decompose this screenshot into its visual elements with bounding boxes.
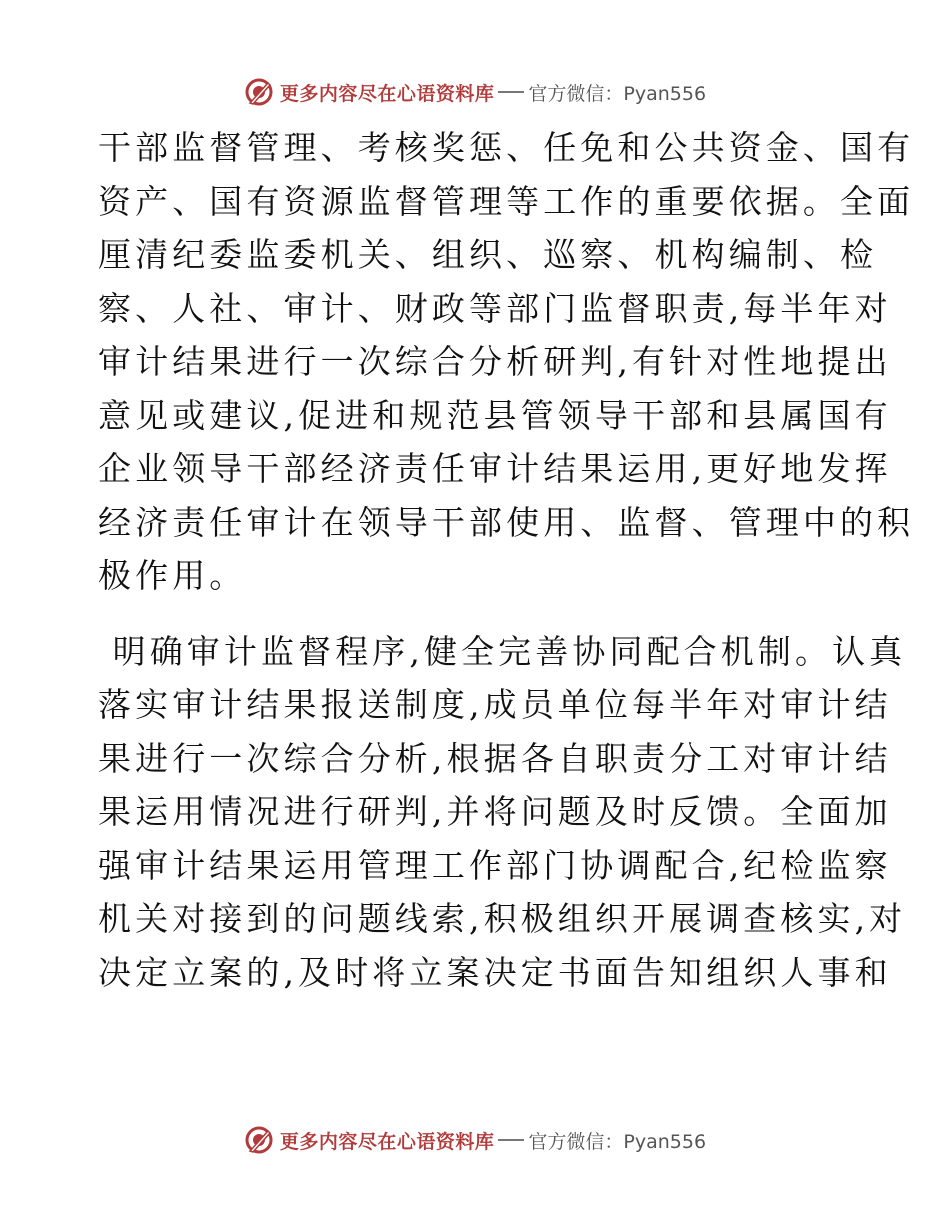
text-line: 意见或建议,促进和规范县管领导干部和县属国有 [98,395,892,435]
paragraph-1 [98,121,915,603]
text-line: 明确审计监督程序,健全完善协同配合机制。认真 [98,631,907,671]
text-line: 极作用。 [98,556,247,595]
text-line: 资产、国有资源监督管理等工作的重要依据。全面 [98,181,915,221]
text-line: 果运用情况进行研判,并将问题及时反馈。全面加 [98,792,892,831]
quill-seal-icon [244,77,274,107]
text-line: 企业领导干部经济责任审计结果运用,更好地发挥 [98,449,892,488]
text-line: 落实审计结果报送制度,成员单位每半年对审计结 [98,685,892,724]
text-line: 决定立案的,及时将立案决定书面告知组织人事和 [98,952,892,992]
text-line: 厘清纪委监委机关、组织、巡察、机构编制、检 [98,235,878,274]
footer-banner [0,1120,950,1160]
text-line: 机关对接到的问题线索,积极组织开展调查核实,对 [98,899,907,938]
document-body [98,121,915,999]
footer-contact-text: 官方微信：Pyan556 [528,1130,707,1153]
header-brand-text: 更多内容尽在心语资料库 [279,82,495,105]
text-line: 经济责任审计在领导干部使用、监督、管理中的积 [98,502,915,542]
paragraph-2 [98,625,907,1000]
text-line: 干部监督管理、考核奖惩、任免和公共资金、国有 [98,128,915,167]
footer-brand-text: 更多内容尽在心语资料库 [279,1130,495,1153]
text-line: 强审计结果运用管理工作部门协调配合,纪检监察 [98,845,892,885]
text-line: 察、人社、审计、财政等部门监督职责,每半年对 [98,288,892,328]
text-line: 果进行一次综合分析,根据各自职责分工对审计结 [98,738,892,778]
text-line: 审计结果进行一次综合分析研判,有针对性地提出 [98,342,892,381]
header-banner [0,72,950,112]
header-divider [498,91,524,93]
footer-divider [498,1139,524,1141]
header-contact-text: 官方微信：Pyan556 [528,82,707,105]
quill-seal-icon [244,1125,274,1155]
